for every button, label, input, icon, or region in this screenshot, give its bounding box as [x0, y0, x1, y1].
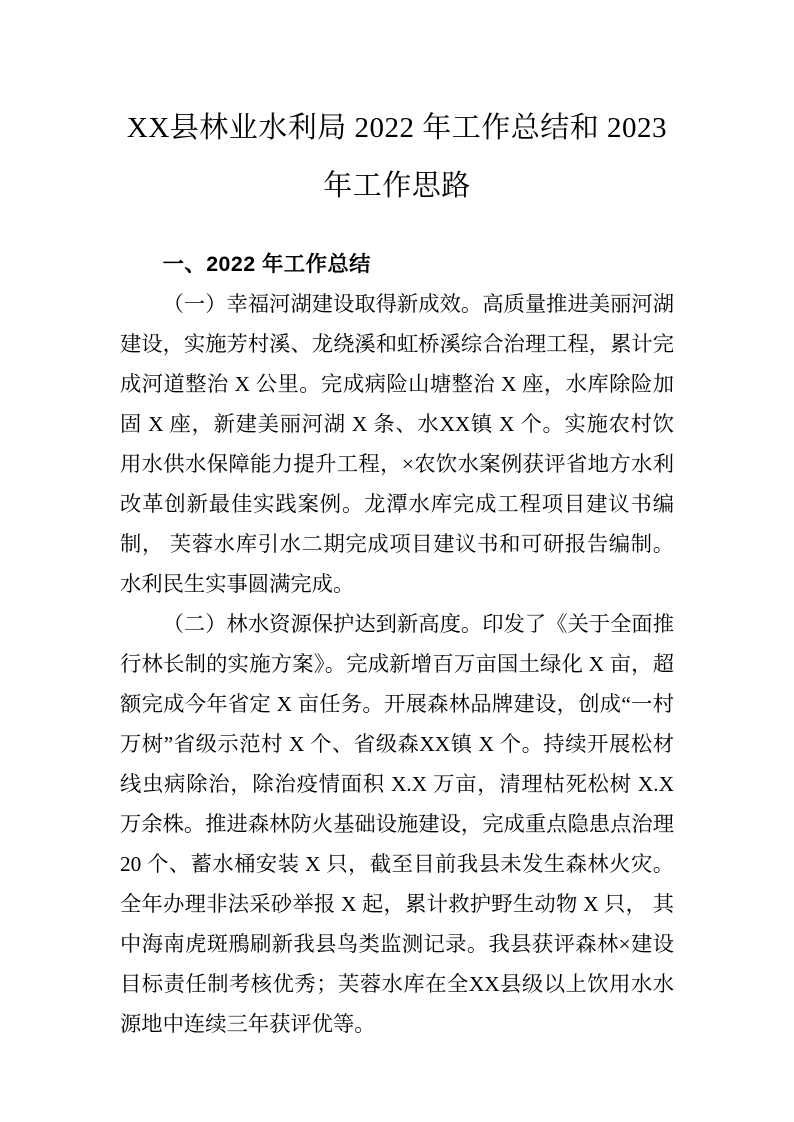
document-title [120, 99, 674, 215]
document-title-line-2: 年工作思路 [323, 170, 471, 202]
document-title-line-1: XX县林业水利局 2022 年工作总结和 2023 [126, 112, 668, 144]
paragraph-river-lake-achievements: （一）幸福河湖建设取得新成效。高质量推进美丽河湖建设，实施芳村溪、龙绕溪和虹桥溪综合治理工程，累计完成河道整治 X 公里。完成病险山塘整治 X 座，水库除险加固 X 座，新建美丽河湖 X 条、水XX镇 X 个。实施农村饮用水供水保障能力提升工程，×农饮水案例获评省地方水利改革创新最佳实践案例。龙潭水库完成工程项目建议书编制， 芙蓉水库引水二期完成项目建议书和可研报告编制。水利民生实事圆满完成。 [120, 292, 674, 596]
section-heading-2022-summary: 一、2022 年工作总结 [162, 252, 371, 276]
paragraph-forest-water-protection: （二）林水资源保护达到新高度。印发了《关于全面推行林长制的实施方案》。完成新增百万亩国土绿化 X 亩，超额完成今年省定 X 亩任务。开展森林品牌建设，创成“一村万树”省级示范村 X 个、省级森XX镇 X 个。持续开展松材线虫病除治，除治疫情面积 X.X 万亩，清理枯死松树 X.X 万余株。推进森林防火基础设施建设，完成重点隐患点治理 20 个、蓄水桶安装 X 只，截至目前我县未发生森林火灾。全年办理非法采砂举报 X 起，累计救护野生动物 X 只， 其中海南虎斑鳽刷新我县鸟类监测记录。我县获评森林×建设目标责任制考核优秀；芙蓉水库在全XX县级以上饮用水水源地中连续三年获评优等。 [120, 612, 674, 1036]
